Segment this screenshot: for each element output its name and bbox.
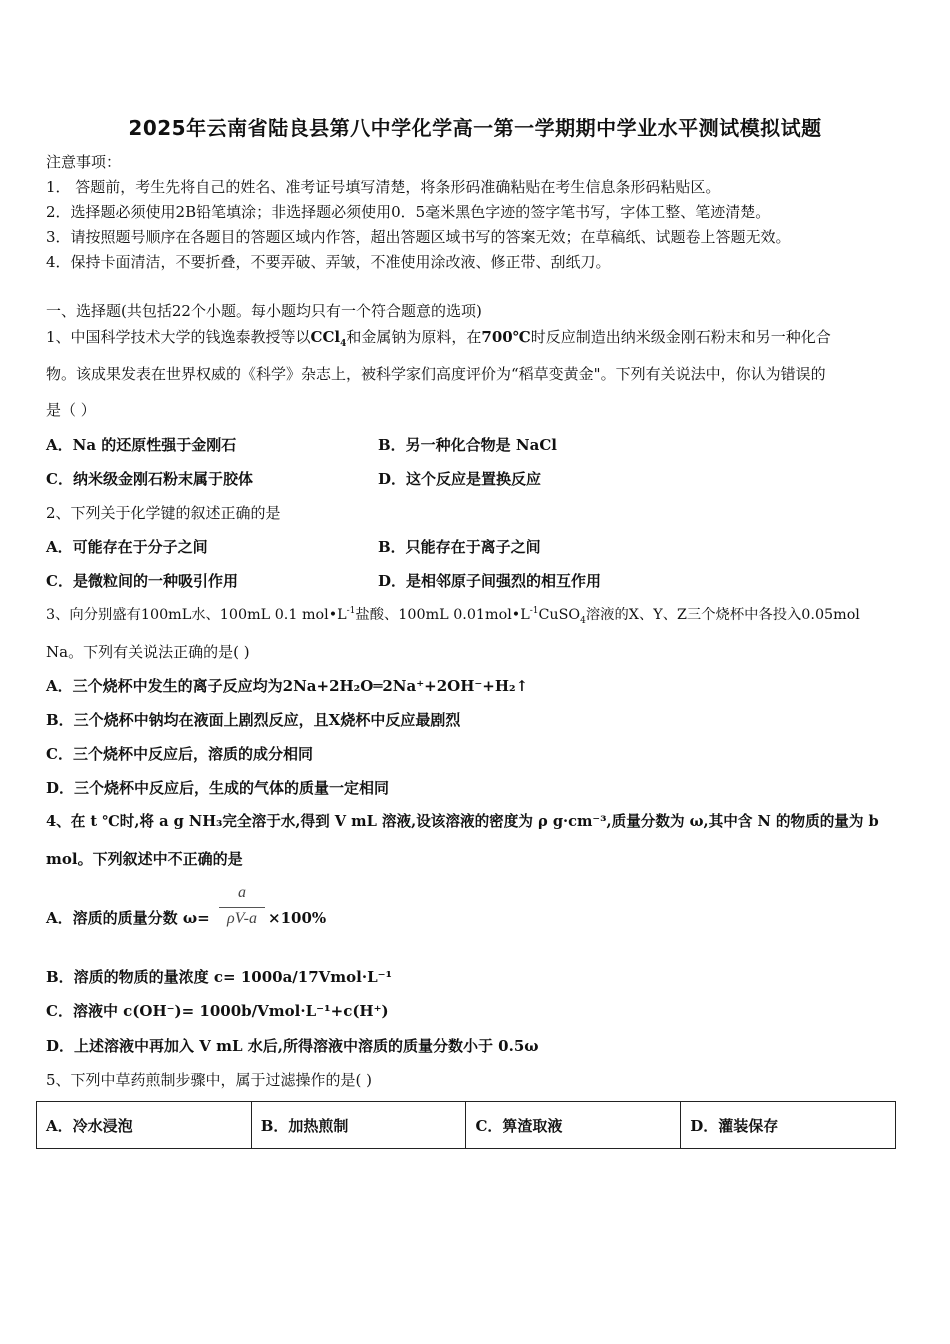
q3-text: 3、向分别盛有100mL水、100mL 0.1 mol•L xyxy=(46,607,347,623)
q2-option-b: B．只能存在于离子之间 xyxy=(378,538,541,556)
q1-text: 和金属钠为原料，在 xyxy=(346,328,482,346)
q3-option-d: D．三个烧杯中反应后，生成的气体的质量一定相同 xyxy=(46,779,390,797)
notice-item: 4．保持卡面清洁，不要折叠，不要弄破、弄皱，不准使用涂改液、修正带、刮纸刀。 xyxy=(46,253,611,271)
q1-option-d: D．这个反应是置换反应 xyxy=(378,470,542,488)
q2-option-d: D．是相邻原子间强烈的相互作用 xyxy=(378,572,602,590)
table-row xyxy=(37,1102,896,1149)
section-heading: 一、选择题(共包括22个小题。每小题均只有一个符合题意的选项) xyxy=(46,302,482,320)
q4-option-a-suffix: ×100% xyxy=(268,909,327,927)
fraction-denominator: ρV-a xyxy=(227,910,257,927)
q3-stem-line2: Na。下列有关说法正确的是( ) xyxy=(46,643,250,661)
q4-option-a-prefix: A．溶质的质量分数 ω= xyxy=(46,909,210,927)
q1-formula: CCl xyxy=(310,328,341,346)
q3-superscript: -1 xyxy=(346,606,356,617)
q5-stem: 5、下列中草药煎制步骤中，属于过滤操作的是( ) xyxy=(46,1071,373,1089)
q2-option-c: C．是微粒间的一种吸引作用 xyxy=(46,572,238,590)
q3-option-b: B．三个烧杯中钠均在液面上剧烈反应，且X烧杯中反应最剧烈 xyxy=(46,711,461,729)
notice-item: 2．选择题必须使用2B铅笔填涂；非选择题必须使用0．5毫米黑色字迹的签字笔书写，字体工整、笔迹清楚。 xyxy=(46,203,771,221)
q1-stem-line2: 物。该成果发表在世界权威的《科学》杂志上，被科学家们高度评价为“稻草变黄金"。下列有关说法中，你认为错误的 xyxy=(46,365,826,383)
q4-option-c: C．溶液中 c(OH⁻)= 1000b/Vmol·L⁻¹+c(H⁺) xyxy=(46,1002,389,1020)
q1-option-c: C．纳米级金刚石粉末属于胶体 xyxy=(46,470,253,488)
q3-text: 溶液的X、Y、Z三个烧杯中各投入0.05mol xyxy=(585,607,860,623)
fraction-bar xyxy=(219,907,265,908)
q5-option-d: D．灌装保存 xyxy=(681,1102,896,1149)
q1-text: 时反应制造出纳米级金刚石粉末和另一种化合 xyxy=(530,328,831,346)
q3-option-a: A．三个烧杯中发生的离子反应均为2Na+2H₂O═2Na⁺+2OH⁻+H₂↑ xyxy=(46,677,529,695)
q5-options-table xyxy=(36,1101,896,1149)
q4-option-d: D．上述溶液中再加入 V mL 水后,所得溶液中溶质的质量分数小于 0.5ω xyxy=(46,1037,539,1055)
q4-option-b: B．溶质的物质的量浓度 c= 1000a/17Vmol·L⁻¹ xyxy=(46,968,393,986)
q3-formula: CuSO xyxy=(538,607,581,623)
q5-option-c: C．箅渣取液 xyxy=(466,1102,681,1149)
q4-stem-line1: 4、在 t ℃时,将 a g NH₃完全溶于水,得到 V mL 溶液,设该溶液的密度为 ρ g·cm⁻³,质量分数为 ω,其中含 N 的物质的量为 b xyxy=(46,813,879,830)
q1-text: 1、中国科学技术大学的钱逸泰教授等以 xyxy=(46,328,311,346)
page-title: 2025年云南省陆良县第八中学化学高一第一学期期中学业水平测试模拟试题 xyxy=(128,116,822,140)
q4-option-a-fraction xyxy=(219,884,265,930)
q1-temperature: 700℃ xyxy=(481,328,531,346)
notice-item: 1． 答题前，考生先将自己的姓名、准考证号填写清楚，将条形码准确粘贴在考生信息条形码粘贴区。 xyxy=(46,178,721,196)
q3-option-c: C．三个烧杯中反应后，溶质的成分相同 xyxy=(46,745,313,763)
q4-stem-line2: mol。下列叙述中不正确的是 xyxy=(46,850,243,868)
notice-heading: 注意事项： xyxy=(46,153,122,171)
q3-subscript: 4 xyxy=(580,615,586,626)
q3-superscript: -1 xyxy=(529,606,539,617)
notice-item: 3．请按照题号顺序在各题目的答题区域内作答，超出答题区域书写的答案无效；在草稿纸、试题卷上答题无效。 xyxy=(46,228,791,246)
q5-option-b: B．加热煎制 xyxy=(251,1102,466,1149)
q1-option-a: A．Na 的还原性强于金刚石 xyxy=(46,436,237,454)
q1-stem-line1 xyxy=(46,327,831,347)
q5-option-a: A．冷水浸泡 xyxy=(37,1102,252,1149)
fraction-numerator: a xyxy=(238,884,246,901)
q3-text: 盐酸、100mL 0.01mol•L xyxy=(355,607,530,623)
q2-stem: 2、下列关于化学键的叙述正确的是 xyxy=(46,504,281,522)
q1-stem-line3: 是（ ） xyxy=(46,401,96,419)
q2-option-a: A．可能存在于分子之间 xyxy=(46,538,208,556)
q1-subscript: 4 xyxy=(340,339,347,349)
q3-stem-line1 xyxy=(46,605,860,625)
q1-option-b: B．另一种化合物是 NaCl xyxy=(378,436,557,454)
